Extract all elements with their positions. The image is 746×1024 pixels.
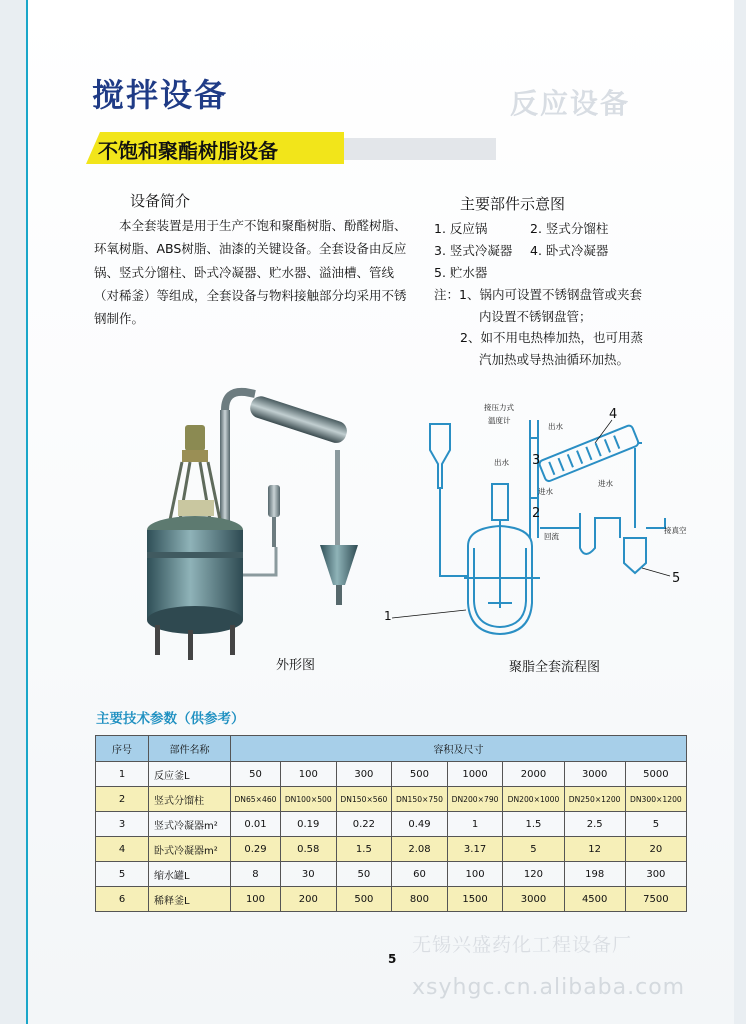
table-heading: 主要技术参数（供参考） bbox=[96, 711, 245, 727]
subtitle: 不饱和聚酯树脂设备 bbox=[98, 139, 278, 163]
bleed-through-text: 反应设备 bbox=[510, 87, 631, 120]
watermark-company: 无锡兴盛药化工程设备厂 bbox=[412, 934, 633, 956]
callout-1: 1 bbox=[384, 609, 392, 623]
callout-2: 2 bbox=[532, 506, 541, 521]
table-header-name: 部件名称 bbox=[149, 736, 231, 762]
part-item: 3. 竖式冷凝器 bbox=[434, 243, 513, 258]
page-number: 5 bbox=[388, 952, 397, 966]
label-out-water: 出水 bbox=[548, 422, 563, 431]
label-thermometer: 温度计 bbox=[488, 416, 511, 425]
intro-text: 本全套装置是用于生产不饱和聚酯树脂、酚醛树脂、环氧树脂、ABS树脂、油漆的关键设备。全套设备由反应锅、竖式分馏柱、卧式冷凝器、贮水器、溢油槽、管线（对稀釜）等组成，全套设备与物料接触部分均采用不锈钢制作。 bbox=[94, 218, 407, 327]
label-in-water: 进水 bbox=[538, 487, 553, 496]
process-flow-diagram bbox=[380, 398, 700, 643]
parts-notes bbox=[434, 284, 694, 370]
watermark-url: xsyhgc.cn.alibaba.com bbox=[412, 975, 686, 1000]
equipment-illustration bbox=[130, 380, 360, 665]
table-row: 5 缩水罐L 8 30 50 60 100 120 198 300 bbox=[96, 862, 687, 887]
subtitle-banner bbox=[86, 132, 346, 164]
note-line: 注：1、锅内可设置不锈钢盘管或夹套 bbox=[434, 287, 642, 302]
left-figure-caption: 外形图 bbox=[276, 658, 316, 673]
table-row: 4 卧式冷凝器m² 0.29 0.58 1.5 2.08 3.17 5 12 20 bbox=[96, 837, 687, 862]
callout-5: 5 bbox=[672, 571, 681, 586]
part-item: 5. 贮水器 bbox=[434, 265, 488, 280]
table-row: 3 竖式冷凝器m² 0.01 0.19 0.22 0.49 1 1.5 2.5 5 bbox=[96, 812, 687, 837]
intro-heading: 设备简介 bbox=[130, 192, 191, 210]
parts-list bbox=[434, 218, 626, 284]
part-item: 4. 卧式冷凝器 bbox=[530, 243, 609, 258]
callout-3: 3 bbox=[532, 453, 541, 468]
label-gauge: 接压力式 bbox=[484, 403, 514, 412]
table-row: 1 反应釜L 50 100 300 500 1000 2000 3000 5000 bbox=[96, 762, 687, 787]
table-row: 2 竖式分馏柱 DN65×460 DN100×500 DN150×560 DN150×750 DN200×790 DN200×1000 DN250×1200 DN300×1200 bbox=[96, 787, 687, 812]
label-vacuum: 接真空 bbox=[664, 526, 687, 535]
table-header-index: 序号 bbox=[96, 736, 149, 762]
note-line: 内设置不锈钢盘管； bbox=[479, 308, 592, 324]
note-line: 2、如不用电热棒加热，也可用蒸 bbox=[460, 330, 643, 345]
part-item: 2. 竖式分馏柱 bbox=[530, 221, 609, 236]
table-header-size: 容积及尺寸 bbox=[231, 736, 687, 762]
page-title: 搅拌设备 bbox=[92, 76, 229, 114]
callout-4: 4 bbox=[609, 407, 618, 422]
label-out-water: 出水 bbox=[494, 458, 509, 467]
part-item: 1. 反应锅 bbox=[434, 221, 488, 236]
right-figure-caption: 聚脂全套流程图 bbox=[509, 660, 601, 675]
spec-table bbox=[95, 735, 687, 912]
note-line: 汽加热或导热油循环加热。 bbox=[479, 351, 630, 367]
label-in-water: 进水 bbox=[598, 479, 613, 488]
label-reflux: 回流 bbox=[544, 532, 559, 541]
table-row: 6 稀释釜L 100 200 500 800 1500 3000 4500 7500 bbox=[96, 887, 687, 912]
parts-heading: 主要部件示意图 bbox=[460, 195, 566, 213]
